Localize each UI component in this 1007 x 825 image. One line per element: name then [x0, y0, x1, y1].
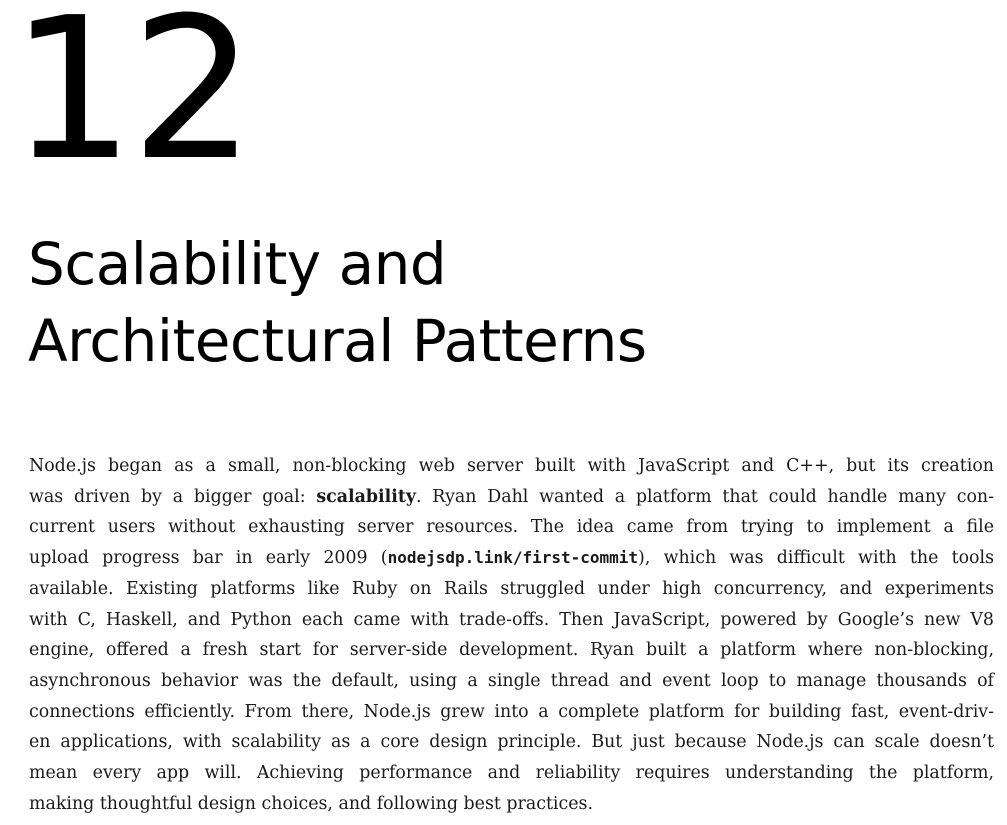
paragraph-line: asynchronous behavior was the default, using a single thread and event loop to manage thousands of	[29, 670, 994, 691]
paragraph-line	[29, 482, 994, 513]
text-run: . Ryan Dahl wanted a platform that could handle many con-	[416, 486, 995, 507]
emphasis-scalability: scalability	[316, 486, 417, 507]
chapter-title-line-1: Scalability and	[28, 230, 447, 298]
paragraph-line: mean every app will. Achieving performance and reliability requires understanding the platform,	[29, 763, 994, 784]
paragraph-line: current users without exhausting server resources. The idea came from trying to implement a file	[29, 517, 994, 538]
text-run: ), which was difficult with the tools	[638, 548, 994, 569]
paragraph-line: connections efficiently. From there, Node.js grew into a complete platform for building fast, event-driv-	[29, 701, 994, 722]
paragraph-line: with C, Haskell, and Python each came with trade-offs. Then JavaScript, powered by Google’s new V8	[29, 609, 994, 630]
paragraph-line: making thoughtful design choices, and following best practices.	[29, 793, 593, 814]
paragraph-line	[29, 543, 994, 574]
text-run: was driven by a bigger goal:	[29, 486, 317, 507]
chapter-title	[28, 226, 647, 380]
paragraph-line: Node.js began as a small, non-blocking web server built with JavaScript and C++, but its creation	[29, 456, 994, 476]
paragraph-line: en applications, with scalability as a core design principle. But just because Node.js can scale doesn’t	[29, 732, 994, 753]
chapter-title-line-2: Architectural Patterns	[28, 307, 647, 375]
chapter-number: 12	[10, 0, 252, 204]
paragraph-line: engine, offered a fresh start for server-side development. Ryan built a platform where non-blocking,	[29, 640, 994, 661]
text-run: upload progress bar in early 2009 (	[29, 548, 388, 569]
paragraph-line: available. Existing platforms like Ruby on Rails struggled under high concurrency, and experiments	[29, 578, 994, 599]
inline-code-link[interactable]: nodejsdp.link/first-commit	[387, 548, 639, 568]
intro-paragraph	[29, 451, 994, 819]
